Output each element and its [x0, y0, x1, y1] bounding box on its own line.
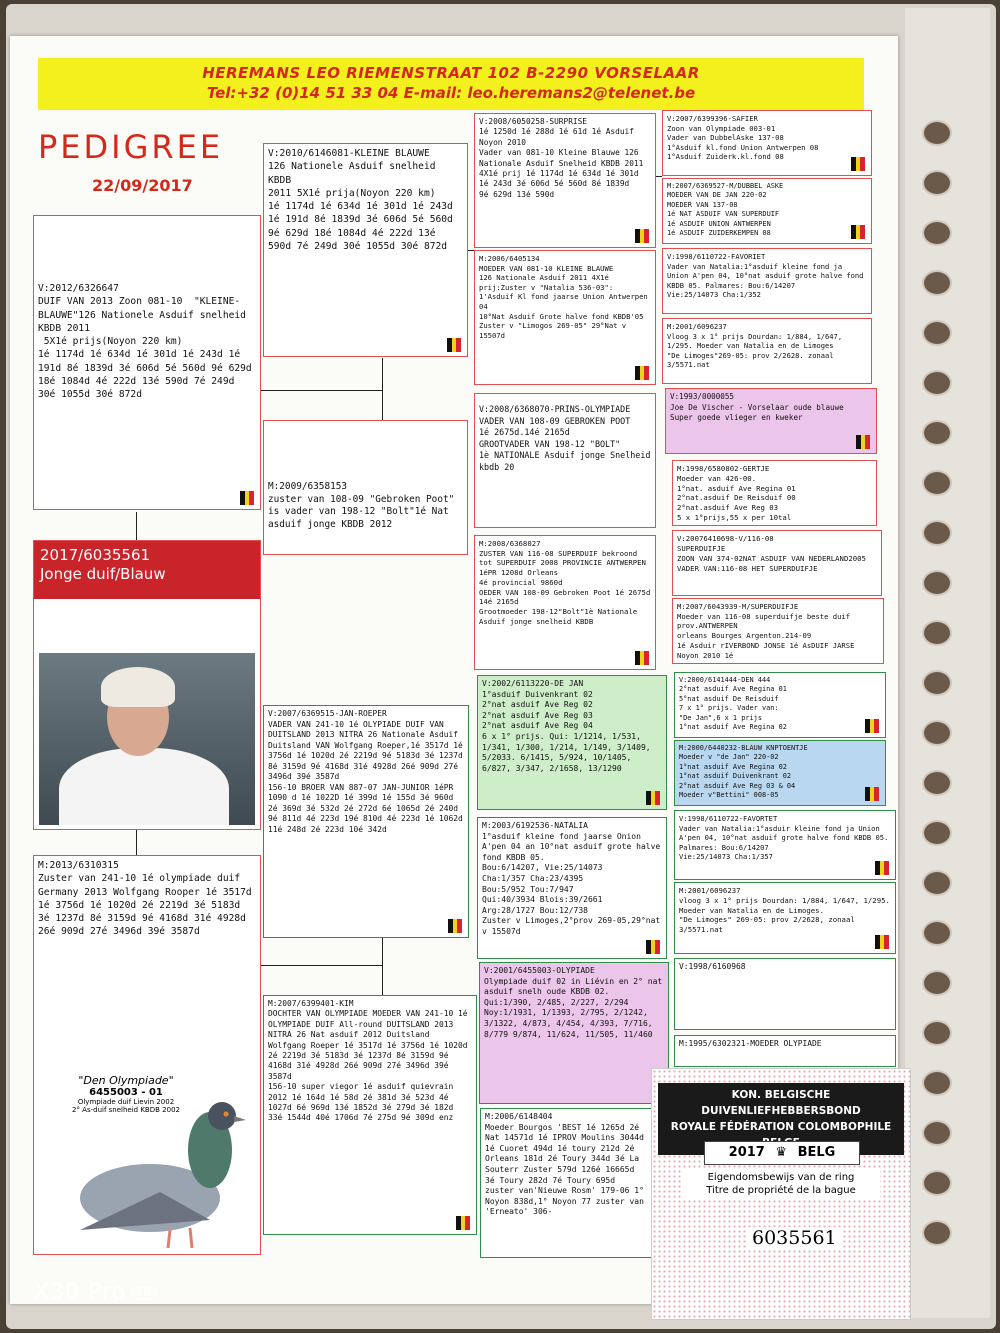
gggp-line: M:2007/6369527-M/DUBBEL ASKE	[667, 182, 784, 190]
gggp-line: Vader van DubbelAske 137-08	[667, 133, 784, 143]
breeder-address: HEREMANS LEO RIEMENSTRAAT 102 B-2290 VORSELAAR	[202, 64, 700, 82]
pedigree-date: 22/09/2017	[92, 176, 193, 195]
ggp-line: Moeder Bourgos 'BEST 1é 1265d 2é Nat 14571d 1é IPROV Moulins 3044d 1é Cuoret 494d 1é toury 212d 2é Orleans 181d 2é Toury 344d 3é La Souterr Zuster 579d 126é 16665d 3é Toury 282d 7é Toury 695d zuster van'Nieuwe Rosm' 179-06 1° Noyon 838d,1° Noyon 77 zuster van 'Erneato' 306-	[485, 1122, 649, 1217]
binder-hole-icon	[922, 1220, 952, 1246]
sire-line: 5X1é prijs(Noyon 220 km)	[38, 336, 183, 348]
ggp-line: 1è NATIONALE Asduif jonge Snelheid kbdb 20	[479, 450, 656, 472]
gggp-line: 1é ASDUIF ZUIDERKEMPEN 08	[667, 229, 771, 238]
gp-line: is vader van 198-12 "Bolt"1é Nat asduif jonge KBDB 2012	[268, 506, 455, 530]
binder-hole-icon	[922, 270, 952, 296]
ggp-line: 2°nat asduif Ave Reg 03	[482, 710, 593, 720]
sire-line: DUIF VAN 2013 Zoon 081-10 "KLEINE-BLAUWE"126 Nationele Asduif snelheid KBDB 2011	[38, 296, 252, 334]
binder-hole-icon	[922, 620, 952, 646]
subject-card	[33, 540, 261, 830]
gggp-line: M:2001/6096237	[667, 322, 727, 331]
gp-line: 1é 1174d 1é 634d 1é 301d 1é 243d 1é 191d 8é 1839d 3é 606d 5é 560d 9é 629d 18é 1084d 4é 222d 13é 590d 7é 249d 30é 1055d 30é 872d	[268, 201, 459, 253]
ggp-line: Vader van 081-10 Kleine Blauwe 126 Nationale Asduif Snelheid KBDB 2011	[479, 148, 644, 168]
grandsire-maternal-box	[263, 705, 469, 938]
ring-title-fr: Titre de propriété de la bague	[706, 1185, 856, 1196]
gggp-line: 1°nat. asduif Ave Regina 01	[677, 483, 796, 493]
gp-line: VADER VAN 241-10 1é OLYPIADE DUIF VAN DUITSLAND 2013 NITRA 26 Nationale Asduif Duitsland VAN Wolfgang Roeper,1é 3517d 1é 3756d 1é 1020d 2é 2219d 9é 5183d 3é 1237d 8é 3159d 9é 4168d 31é 4928d 26é 909d 27é 3496d 39é 3587d	[268, 719, 468, 781]
gggp-line: 1°Asduif kl.fond Union Antwerpen 08	[667, 142, 819, 152]
camera-watermark	[34, 1280, 156, 1305]
ggp-line: V:2008/6368070-PRINS-OLYMPIADE	[479, 404, 631, 414]
ggp-line: M:2003/6192536-NATALIA	[482, 821, 588, 830]
granddam-maternal-box	[263, 995, 477, 1235]
gp-line: 2011 5X1é prija(Noyon 220 km)	[268, 187, 436, 199]
belgian-flag-icon	[646, 791, 660, 805]
belgian-flag-icon	[456, 1216, 470, 1230]
sire-line: V:2012/6326647	[38, 283, 119, 294]
gggp-box	[674, 810, 896, 880]
gggp-box	[662, 110, 872, 176]
ggp-line: Cha:1/357 Cha:23/4395	[482, 873, 584, 883]
connector-line	[261, 390, 383, 391]
ring-certificate	[651, 1068, 911, 1320]
gggp-line: 1é NAT ASDUIF VAN SUPERDUIF	[667, 210, 780, 219]
ggp-line: Qui:40/3934 Blois:39/2661	[482, 895, 603, 905]
ggp-box	[479, 962, 669, 1104]
gggp-line: Vader van Natalia:1°asduif kleine fond ja Union A'pen 04, 10°nat asduif grote halve fond KBDB 05. Palmares: Bou:6/14207	[667, 261, 868, 290]
gggp-line: 1°nat asduif Duivenkrant 02	[679, 772, 792, 781]
gggp-box	[674, 672, 886, 738]
ring-year: 2017	[728, 1145, 765, 1160]
belgian-flag-icon	[865, 719, 879, 733]
ggp-line: 9é 629d 13é 590d	[479, 189, 555, 199]
ggp-line: 4X1é prij 1é 1174d 1é 634d 1é 301d 1é 243d 3é 606d 5é 560d 8é 1839d	[479, 169, 644, 189]
ggp-line: 1°asduif Duivenkrant 02	[482, 689, 593, 699]
binder-hole-icon	[922, 1020, 952, 1046]
ggp-line: Olympiade duif 02 in Liévin en 2° nat asduif snelh oude KBDB 02.	[484, 976, 668, 997]
gggp-line: 5 x 1°prijs,55 x per 10tal	[677, 512, 792, 522]
gggp-box	[665, 388, 877, 454]
gggp-line: 2°nat asduif Ave Regina 01	[679, 685, 787, 694]
ggp-box	[477, 675, 667, 810]
ggp-line: V:2002/6113220-DE JAN	[482, 679, 584, 688]
gggp-line: 1°nat asduif Ave Regina 02	[679, 762, 787, 771]
sire-line: 1é 1174d 1é 634d 1é 301d 1é 243d 1é 191d 8é 1839d 3é 606d 5é 560d 9é 629d 18é 1084d 4é 222d 13é 590d 7é 249d 30é 1055d 30é 872d	[38, 349, 258, 401]
ggp-line: 1'Asduif Kl fond jaarse Union Antwerpen 04	[479, 292, 653, 311]
ggp-line: MOEDER VAN 081-10 KLEINE BLAUWE	[479, 263, 614, 273]
gggp-line: 2°nat.asduif Ave Reg 03	[677, 503, 779, 513]
camera-badge: 5G	[132, 1287, 156, 1300]
belgian-flag-icon	[635, 229, 649, 243]
ggp-line: GROOTVADER VAN 198-12 "BOLT"	[479, 438, 621, 449]
binder-hole-icon	[922, 120, 952, 146]
belgian-flag-icon	[865, 787, 879, 801]
binder-hole-icon	[922, 770, 952, 796]
belgian-flag-icon	[635, 651, 649, 665]
ggp-line: Zuster v Limoges,2°prov 269-05,29°nat v 15507d	[482, 916, 666, 936]
gp-line: DOCHTER VAN OLYMPIADE MOEDER VAN 241-10 1é OLYMPIADE DUIF All-round DUITSLAND 2013 NITRA 26 Nat asduif 2012 Duitsland Wolfgang Roeper 1é 3517d 1é 3756d 1é 1020d 2é 2219d 3é 5183d 3é 1237d 8é 3159d 9é 4168d 31é 4928d 26é 909d 27é 3496d 39é 3587d	[268, 1009, 473, 1081]
ggp-line: 1éPR 1208d Orleans	[479, 568, 559, 578]
binder-hole-icon	[922, 520, 952, 546]
belgian-flag-icon	[875, 861, 889, 875]
binder-hole-icon	[922, 670, 952, 696]
gggp-line: 5°nat asduif De Reisduif	[679, 694, 779, 703]
ring-card-line: KON. BELGISCHE DUIVENLIEFHEBBERSBOND	[701, 1089, 861, 1117]
ggp-box	[474, 535, 656, 670]
gggp-line: vloog 3 x 1° prijs Dourdan: 1/884, 1/647, 1/295. Moeder van Natalia en de Limoges.	[679, 895, 895, 915]
belgian-flag-icon	[646, 940, 660, 954]
page-title: PEDIGREE	[38, 128, 224, 166]
gggp-line: M:1995/6302321-MOEDER OLYPIADE	[679, 1039, 822, 1048]
camera-label: X30 Pro	[34, 1280, 126, 1305]
ring-card-line: ROYALE FÉDÉRATION COLOMBOPHILE	[670, 1121, 892, 1133]
ggp-line: Arg:28/1727 Bou:12/738	[482, 905, 588, 915]
binder-hole-icon	[922, 170, 952, 196]
ggp-box	[474, 250, 656, 385]
gggp-box	[674, 882, 896, 954]
ggp-line: VADER VAN 108-09 GEBROKEN POOT	[479, 415, 631, 426]
ggp-line: M:2008/6368027	[479, 539, 541, 548]
ggp-line: Qui:1/390, 2/485, 2/227, 2/294	[484, 997, 629, 1007]
ggp-line: M:2006/6405134	[479, 254, 540, 263]
gggp-line: 7 x 1° prijs. Vader van:	[679, 704, 779, 713]
gggp-line: Vader van Natalia:1°asduir kleine fond ja Union A'pen 04, 10°nat asduif grote halve fond KBDB 05. Palmares: Bou:6/14207	[679, 823, 893, 852]
gggp-line: Vie:25/14073 Cha:1/352	[667, 290, 761, 300]
gggp-line: V:2007/6399396-SAFIER	[667, 114, 758, 123]
ggp-line: 6 x 1° prijs. Qui: 1/1214, 1/531, 1/341, 1/300, 1/214, 1/149, 3/1409, 5/2033. 6/1415, 5/924, 10/1405, 6/827, 3/347, 2/1658, 13/1290	[482, 731, 656, 773]
gggp-line: V:2000/6141444-DEN 444	[679, 676, 771, 684]
ggp-line: ZUSTER VAN 116-08 SUPERDUIF bekroond tot SUPERDUIF 2008 PROVINCIE ANTWERPEN	[479, 548, 646, 568]
ggp-line: 1°asduif kleine fond jaarse Onion A'pen 04 an 10°nat asduif grote halve fond KBDB 05.	[482, 831, 666, 862]
ggp-box	[474, 113, 656, 248]
ring-title-nl: Eigendomsbewijs van de ring	[707, 1172, 855, 1183]
gggp-box	[674, 740, 886, 806]
gggp-line: M:2000/6440232-BLAUW KNPTOENTJE	[679, 744, 808, 752]
ggp-line: Grootmoeder 198-12"Bolt"1è Nationale Asduif jonge snelheid KBDB	[479, 606, 642, 626]
olympiade-caption	[46, 1074, 206, 1114]
olympiade-ring: 6455003 - 01	[89, 1087, 163, 1098]
gggp-line: Zoon van Olympiade 003-01	[667, 123, 776, 133]
gggp-line: Vie:25/14073 Cha:1/357	[679, 852, 773, 862]
gggp-line: M:2007/6043939-M/SUPERDUIFJE	[677, 602, 799, 611]
ggp-line: 4é provincial 9860d	[479, 577, 563, 587]
gggp-box	[662, 248, 872, 314]
gggp-line: "De Limoges" 269-05: prov 2/2628, zonaal 3/5571.nat	[679, 915, 860, 935]
belgian-flag-icon	[447, 338, 461, 352]
gggp-line: SUPERDUIFJE	[677, 543, 726, 553]
gggp-line: V:1998/6110722-FAVORTET	[679, 814, 778, 823]
ggp-line: Zuster v "Limogos 269-05" 29°Nat v 15507d	[479, 321, 631, 340]
ggp-line: 1é 2675d.14é 2165d	[479, 427, 570, 437]
gggp-line: Moeder v"Bettini" 008-05	[679, 791, 779, 800]
ggp-line: Noy:1/1931, 1/1393, 2/795, 2/1242, 3/1322, 4/873, 4/454, 4/393, 7/716, 8/779 9/874, 11/624, 11/505, 11/460	[484, 1008, 658, 1039]
olympiade-name: "Den Olympiade"	[78, 1074, 174, 1087]
gp-line: V:2007/6369515-JAN-ROEPER	[268, 709, 387, 718]
ring-country: BELG	[797, 1145, 836, 1160]
ring-year-box	[704, 1141, 860, 1165]
gggp-line: "De Jan",6 x 1 prijs	[679, 713, 762, 722]
ggp-line: Bou:6/14207, Vie:25/14073	[482, 863, 603, 873]
ggp-line: M:2006/6148404	[485, 1112, 553, 1121]
gggp-box	[674, 1035, 896, 1067]
gggp-line: 1°Asduif Zuiderk.kl.fond 08	[667, 152, 784, 162]
gggp-box	[672, 460, 877, 526]
gggp-line: V:1993/0000055	[670, 392, 735, 401]
gggp-line: 2°nat asduif Ave Reg 03 & 04	[679, 781, 796, 790]
gggp-line: V:20076410698-V/116-08	[677, 534, 774, 543]
binder-hole-icon	[922, 320, 952, 346]
connector-line	[136, 512, 137, 540]
ggp-line: 126 Nationale Asduif 2011 4X1é prij:Zuster v "Natalia 536-03":	[479, 273, 614, 292]
connector-line	[261, 965, 383, 966]
binder-hole-icon	[922, 920, 952, 946]
gggp-line: Moeder van 116-08 superduifje beste duif prov.ANTWERPEN	[677, 611, 855, 631]
gggp-line: M:1998/6580802-GERTJE	[677, 464, 770, 473]
gggp-line: V:1998/6110722-FAVORIET	[667, 252, 766, 261]
belgian-flag-icon	[240, 491, 254, 505]
gggp-line: 1é ASDUIF UNION ANTWERPEN	[667, 219, 771, 228]
gggp-line: Super goede vlieger en kweker	[670, 413, 803, 422]
gggp-line: Joe De Vischer - Vorselaar oude blauwe	[670, 402, 844, 412]
gggp-line: 1°nat asduif Ave Regina 02	[679, 723, 787, 732]
gp-line: V:2010/6146081-KLEINE BLAUWE	[268, 148, 430, 159]
ggp-line: 2°nat asduif Ave Reg 04	[482, 721, 593, 731]
binder-hole-icon	[922, 420, 952, 446]
gggp-line: Moeder van 426-00.	[677, 473, 757, 483]
belgian-flag-icon	[851, 157, 865, 171]
connector-line	[382, 938, 383, 995]
binder-hole-icon	[922, 570, 952, 596]
binder-hole-icon	[922, 1070, 952, 1096]
gggp-box	[672, 598, 884, 664]
granddam-paternal-box	[263, 420, 468, 555]
gp-line: zuster van 108-09 "Gebroken Poot"	[268, 493, 455, 505]
gggp-line: orleans Bourges Argenton.214-09	[677, 631, 812, 641]
binder-hole-icon	[922, 820, 952, 846]
sire-box	[33, 215, 261, 510]
gggp-line: Moeder v "de Jan" 220-02	[679, 753, 779, 762]
gggp-box	[662, 318, 872, 384]
belgian-flag-icon	[875, 935, 889, 949]
ggp-line: V:2001/6455003-OLYPIADE	[484, 966, 595, 975]
dam-line: M:2013/6310315	[38, 860, 119, 871]
binder-hole-icon	[922, 970, 952, 996]
binder-hole-icon	[922, 1170, 952, 1196]
gp-line: M:2007/6399401-KIM	[268, 999, 354, 1008]
belgian-flag-icon	[635, 366, 649, 380]
subject-desc: Jonge duif/Blauw	[40, 565, 166, 583]
ggp-box	[474, 393, 656, 528]
binder-strip	[905, 8, 990, 1318]
gp-line: M:2009/6358153	[268, 481, 348, 492]
gggp-line: MOEDER VAN DE JAN 220-02	[667, 191, 767, 200]
gp-line: 126 Nationele Asduif snelheid KBDB	[268, 161, 442, 186]
ggp-box	[477, 817, 667, 959]
gggp-line: ZOON VAN 374-02NAT ASDUIF VAN NEDERLAND2005	[677, 553, 866, 563]
gggp-line: V:1998/6160968	[679, 962, 746, 971]
ggp-line: 10°Nat Asduif Grote halve fond KBDB'05	[479, 311, 644, 321]
subject-ring: 2017/6035561	[40, 546, 151, 564]
olympiade-line: 2° As-duif snelheid KBDB 2002	[72, 1106, 180, 1114]
binder-hole-icon	[922, 870, 952, 896]
gggp-line: M:2001/6096237	[679, 886, 741, 895]
gp-line: 156-10 super viegor 1é asduif quievrain 2012 1é 164d 1é 58d 2é 381d 3é 523d 4é 1027d 6é 969d 13é 1852d 3é 279d 3é 182d 33é 1544d 40é 1706d 7é 275d 9é 309d enz	[268, 1082, 459, 1123]
binder-hole-icon	[922, 720, 952, 746]
ring-number: 6035561	[748, 1227, 841, 1249]
gggp-line: Vloog 3 x 1° prijs Dourdan: 1/884, 1/647, 1/295. Moeder van Natalia en de Limoges	[667, 331, 847, 351]
grandsire-paternal-box	[263, 143, 468, 357]
binder-hole-icon	[922, 370, 952, 396]
gggp-box	[672, 530, 882, 596]
breeder-photo	[39, 653, 255, 825]
breeder-header	[38, 58, 864, 110]
gggp-line: VADER VAN:116-08 HET SUPERDUIFJE	[677, 563, 818, 573]
ggp-line: 1é 1250d 1é 288d 1é 61d 1é Asduif Noyon 2010	[479, 127, 639, 147]
ggp-line: OEDER VAN 108-09 Gebroken Poot 1é 2675d 14é 2165d	[479, 587, 655, 607]
crown-icon: ♛	[775, 1145, 788, 1160]
connector-line	[468, 250, 474, 251]
belgian-flag-icon	[851, 225, 865, 239]
gggp-line: 2°nat.asduif De Reisduif 00	[677, 493, 796, 503]
olympiade-line: Olympiade duif Lievin 2002	[77, 1098, 175, 1106]
gggp-line: 1é Asduir rIVERBOND JONSE 1é AsDUIF JARSE Noyon 2010 1é	[677, 640, 859, 660]
breeder-contact: Tel:+32 (0)14 51 33 04 E-mail: leo.heremans2@telenet.be	[206, 84, 696, 102]
connector-line	[382, 358, 383, 420]
gggp-line: MOEDER VAN 137-08	[667, 200, 738, 209]
ggp-box	[480, 1108, 652, 1258]
dam-line: Zuster van 241-10 1é olympiade duif Germany 2013 Wolfgang Rooper 1é 3517d 1é 3756d 1é 1020d 2é 2219d 3é 5183d 3é 1237d 8é 3159d 9é 4168d 31é 4928d 26é 909d 27é 3496d 39é 3587d	[38, 873, 258, 938]
binder-hole-icon	[922, 220, 952, 246]
gggp-line: "De Limoges"269-05: prov 2/2628. zonaal 3/5571.nat	[667, 350, 838, 370]
gggp-box	[674, 958, 896, 1030]
gggp-box	[662, 178, 872, 244]
ggp-line: V:2008/6050258-SURPRISE	[479, 117, 587, 126]
belgian-flag-icon	[856, 435, 870, 449]
ggp-line: Bou:5/952 Tou:7/947	[482, 884, 574, 894]
binder-hole-icon	[922, 1120, 952, 1146]
connector-line	[656, 176, 662, 177]
gp-line: 156-10 BROER VAN 887-07 JAN-JUNIOR 1éPR 1090 d 1é 1022D 1é 399d 1é 155d 3é 960d 2é 369d 3é 532d 2é 272d 6é 1065d 2é 240d 9é 811d 4é 223d 19é 810d 4é 223d 1é 1062d 11é 248d 2é 223d 10é 342d	[268, 782, 468, 834]
connector-line	[136, 830, 137, 855]
belgian-flag-icon	[448, 919, 462, 933]
ggp-line: 2°nat asduif Ave Reg 02	[482, 700, 593, 710]
binder-hole-icon	[922, 470, 952, 496]
